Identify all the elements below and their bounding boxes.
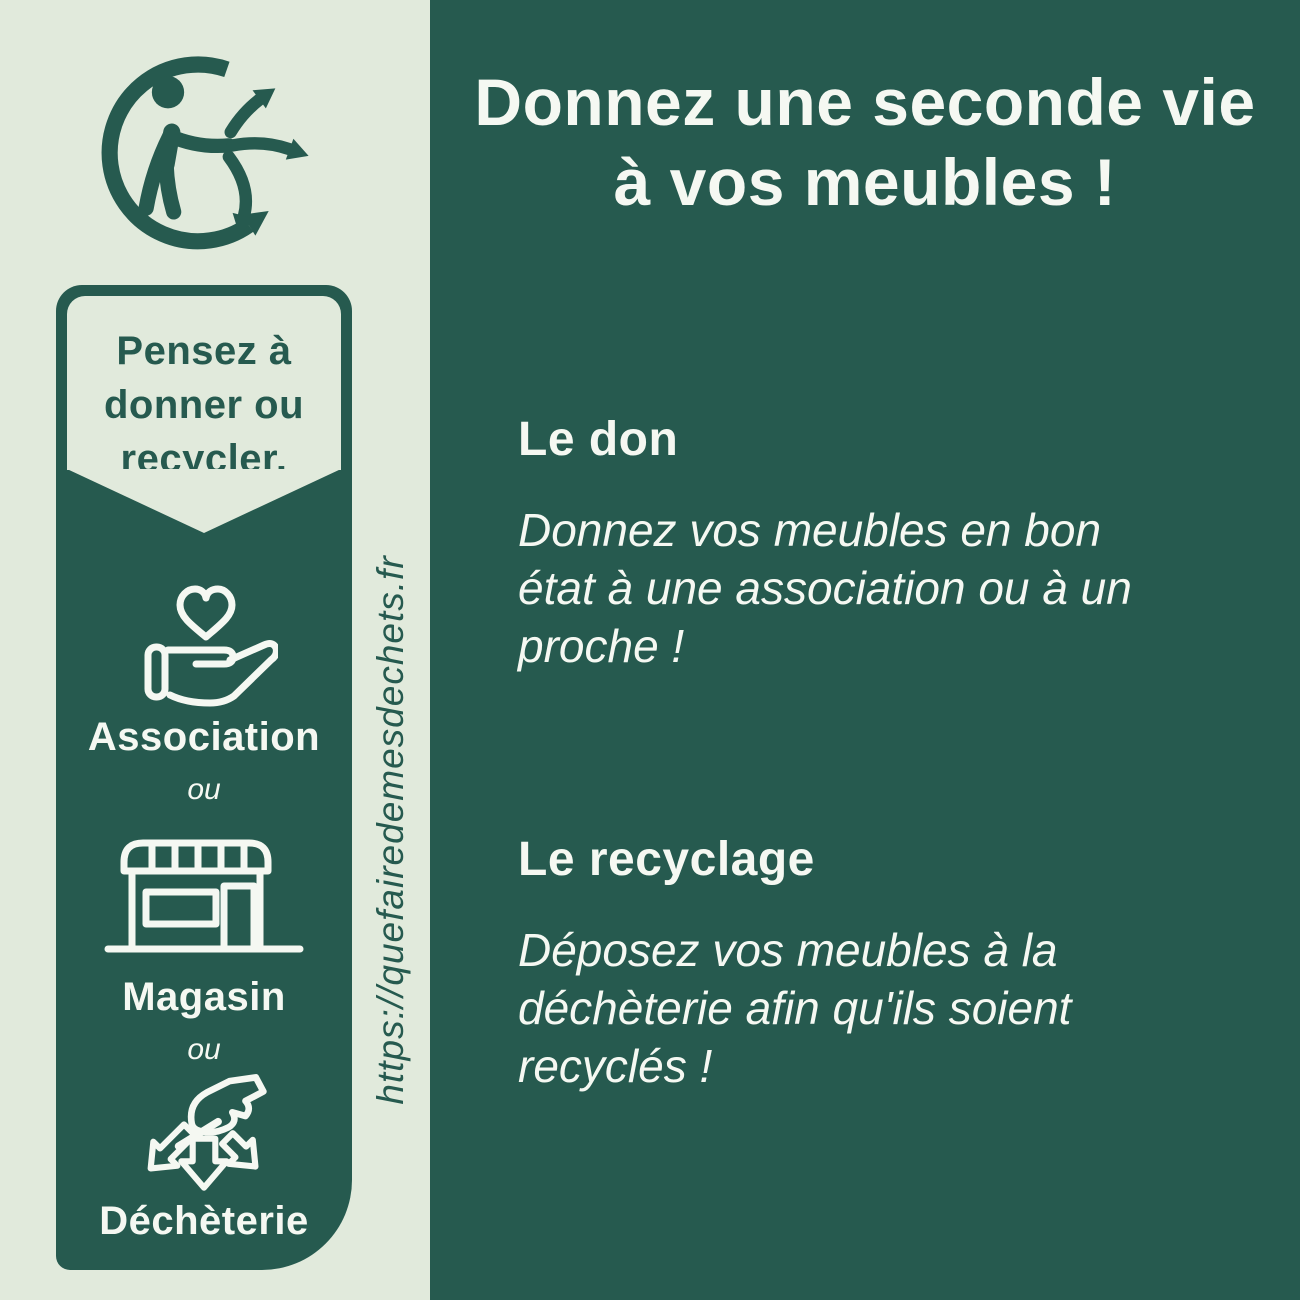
banner-line3: recycler. — [120, 437, 288, 481]
poster-title-line1: Donnez une seconde vie — [474, 65, 1256, 139]
section-don-heading: Le don — [518, 413, 679, 466]
separator-ou-2: ou — [187, 1033, 221, 1066]
option-label-magasin: Magasin — [122, 975, 286, 1019]
section-don-body: Donnez vos meubles en bon état à une association ou à un proche ! — [518, 504, 1132, 672]
website-url: https://quefairedemesdechets.fr — [370, 555, 411, 1105]
poster-title — [430, 62, 1300, 222]
triman-recycling-logo-icon — [92, 46, 320, 260]
section-recyclage-heading: Le recyclage — [518, 833, 815, 886]
option-label-association: Association — [87, 715, 321, 759]
poster-title-line2: à vos meubles ! — [613, 145, 1117, 219]
hand-sorting-arrows-icon — [56, 1067, 352, 1199]
banner — [67, 296, 341, 481]
banner-point — [67, 469, 341, 533]
options-box — [56, 285, 352, 1270]
section-recyclage-body: Déposez vos meubles à la déchèterie afin qu'ils soient recyclés ! — [518, 924, 1072, 1092]
option-label-decheterie: Déchèterie — [99, 1199, 309, 1243]
banner-line1: Pensez à — [116, 329, 292, 373]
separator-ou-1: ou — [187, 773, 221, 806]
storefront-icon — [56, 829, 352, 959]
info-panel — [430, 0, 1300, 1300]
section-don — [518, 412, 1258, 675]
banner-line2: donner ou — [103, 383, 305, 427]
section-recyclage — [518, 832, 1258, 1095]
heart-in-hand-icon — [56, 571, 352, 719]
